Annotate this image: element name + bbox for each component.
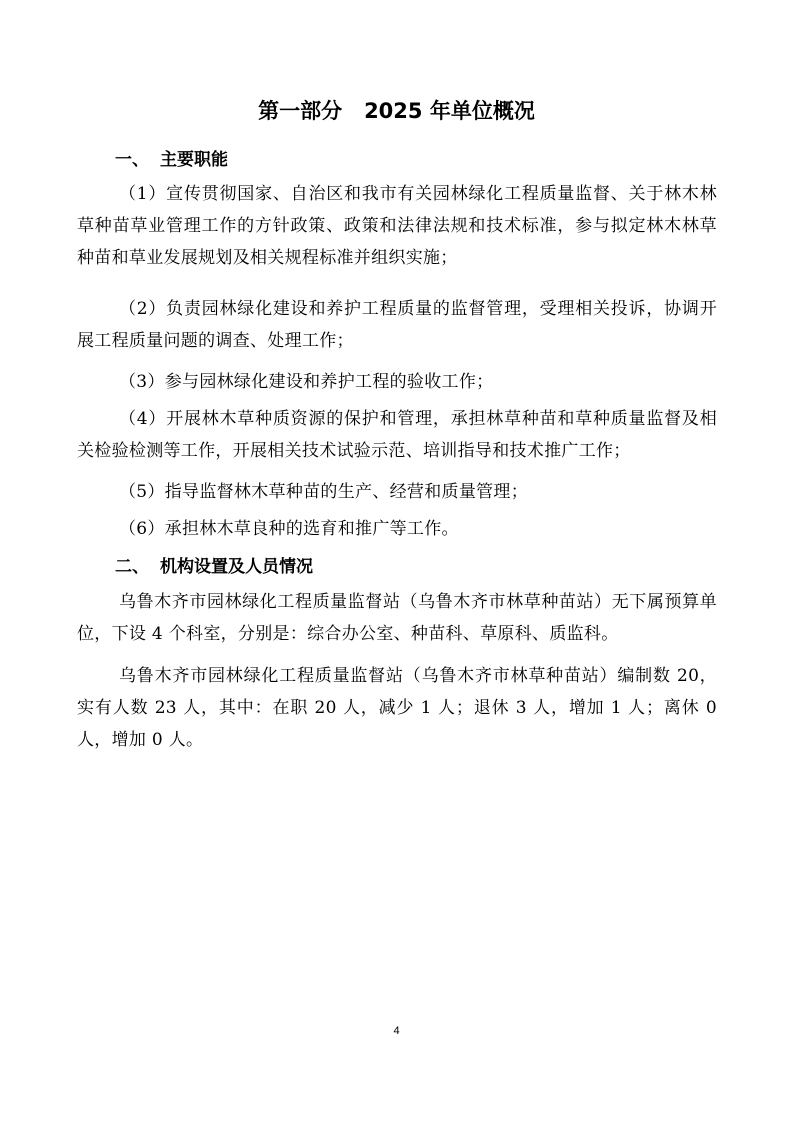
paragraph-function-2: （2）负责园林绿化建设和养护工程质量的监督管理，受理相关投诉，协调开展工程质量问题的调查、处理工作；	[77, 299, 717, 351]
paragraph-function-3: （3）参与园林绿化建设和养护工程的验收工作；	[119, 372, 494, 392]
page-number: 4	[393, 1025, 400, 1037]
section-heading-functions	[115, 148, 228, 172]
paragraph-staffing: 乌鲁木齐市园林绿化工程质量监督站（乌鲁木齐市林草种苗站）编制数 20，实有人数 23 人，其中：在职 20 人，减少 1 人；退休 3 人，增加 1 人；离休 0 人，增加 0 人。	[77, 666, 717, 750]
section-number: 二、	[115, 557, 149, 577]
paragraph-function-6: （6）承担林木草良种的选育和推广等工作。	[119, 519, 459, 539]
page-title: 第一部分 2025 年单位概况	[258, 99, 535, 123]
section-heading-text: 主要职能	[160, 150, 228, 170]
section-heading-text: 机构设置及人员情况	[160, 557, 313, 577]
paragraph-function-1: （1）宣传贯彻国家、自治区和我市有关园林绿化工程质量监督、关于林木林草种苗草业管理工作的方针政策、政策和法律法规和技术标准，参与拟定林木林草种苗和草业发展规划及相关规程标准并组织实施；	[77, 184, 717, 268]
section-heading-organization	[115, 555, 313, 579]
paragraph-organization: 乌鲁木齐市园林绿化工程质量监督站（乌鲁木齐市林草种苗站）无下属预算单位，下设 4 个科室，分别是：综合办公室、种苗科、草原科、质监科。	[77, 592, 717, 644]
paragraph-function-5: （5）指导监督林木草种苗的生产、经营和质量管理；	[119, 482, 529, 502]
section-number: 一、	[115, 150, 149, 170]
paragraph-function-4: （4）开展林木草种质资源的保护和管理，承担林草种苗和草种质量监督及相关检验检测等工作，开展相关技术试验示范、培训指导和技术推广工作；	[77, 409, 717, 461]
